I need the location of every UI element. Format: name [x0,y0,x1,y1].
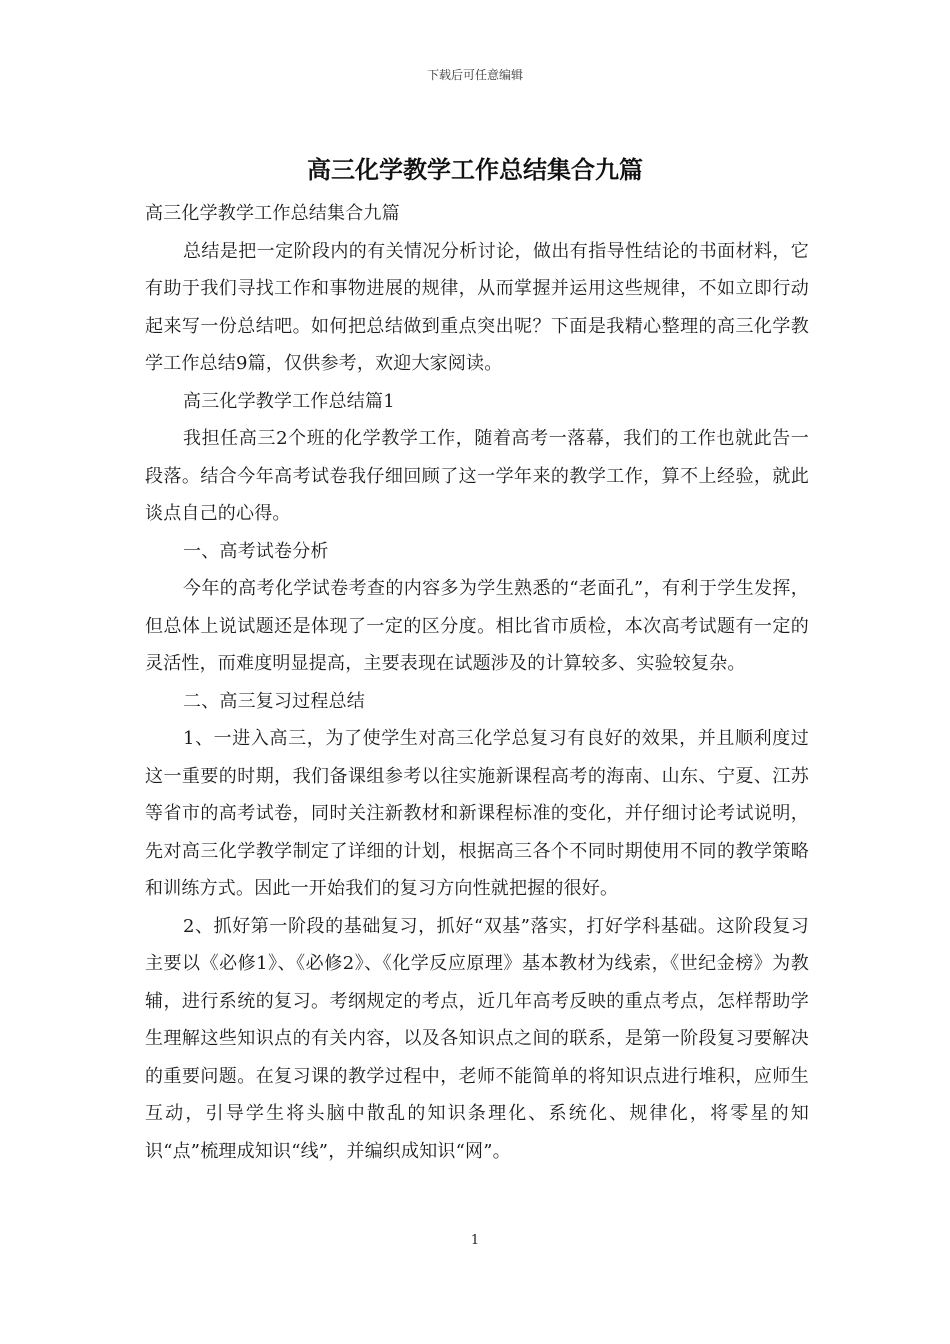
page-number: 1 [470,1233,480,1248]
document-body [145,195,809,1170]
paragraph-intro: 总结是把一定阶段内的有关情况分析讨论，做出有指导性结论的书面材料，它有助于我们寻找工作和事物进展的规律，从而掌握并运用这些规律，不如立即行动起来写一份总结吧。如何把总结做到重点突出呢？下面是我精心整理的高三化学教学工作总结9篇，仅供参考，欢迎大家阅读。 [145,240,809,374]
paragraph-exam-analysis: 今年的高考化学试卷考查的内容多为学生熟悉的“老面孔”，有利于学生发挥，但总体上说试题还是体现了一定的区分度。相比省市质检，本次高考试题有一定的灵活性，而难度明显提高，主要表现在试题涉及的计算较多、实验较复杂。 [145,578,809,674]
section-heading-exam-analysis: 一、高考试卷分析 [183,540,329,562]
paragraph-review-point-1: 1、一进入高三，为了使学生对高三化学总复习有良好的效果，并且顺利度过这一重要的时期，我们备课组参考以往实施新课程高考的海南、山东、宁夏、江苏等省市的高考试卷，同时关注新教材和新课程标准的变化，并仔细讨论考试说明，先对高三化学教学制定了详细的计划，根据高三各个不同时期使用不同的教学策略和训练方式。因此一开始我们的复习方向性就把握的很好。 [145,728,809,899]
paragraph-teaching-overview: 我担任高三2个班的化学教学工作，随着高考一落幕，我们的工作也就此告一段落。结合今年高考试卷我仔细回顾了这一学年来的教学工作，算不上经验，就此谈点自己的心得。 [145,428,809,524]
document-title: 高三化学教学工作总结集合九篇 [307,155,643,184]
section-heading-review-summary: 二、高三复习过程总结 [183,690,365,712]
paragraph-review-point-2: 2、抓好第一阶段的基础复习，抓好“双基”落实，打好学科基础。这阶段复习主要以《必修1》、《必修2》、《化学反应原理》基本教材为线索，《世纪金榜》为教辅，进行系统的复习。考纲规定的考点，近几年高考反映的重点考点，怎样帮助学生理解这些知识点的有关内容，以及各知识点之间的联系，是第一阶段复习要解决的重要问题。在复习课的教学过程中，老师不能简单的将知识点进行堆积，应师生互动，引导学生将头脑中散乱的知识条理化、系统化、规律化，将零星的知识“点”梳理成知识“线”，并编织成知识“网”。 [145,915,809,1162]
page-header-note: 下载后可任意编辑 [426,68,523,82]
document-subtitle: 高三化学教学工作总结集合九篇 [145,203,400,224]
section-heading-part-1: 高三化学教学工作总结篇1 [183,390,395,412]
